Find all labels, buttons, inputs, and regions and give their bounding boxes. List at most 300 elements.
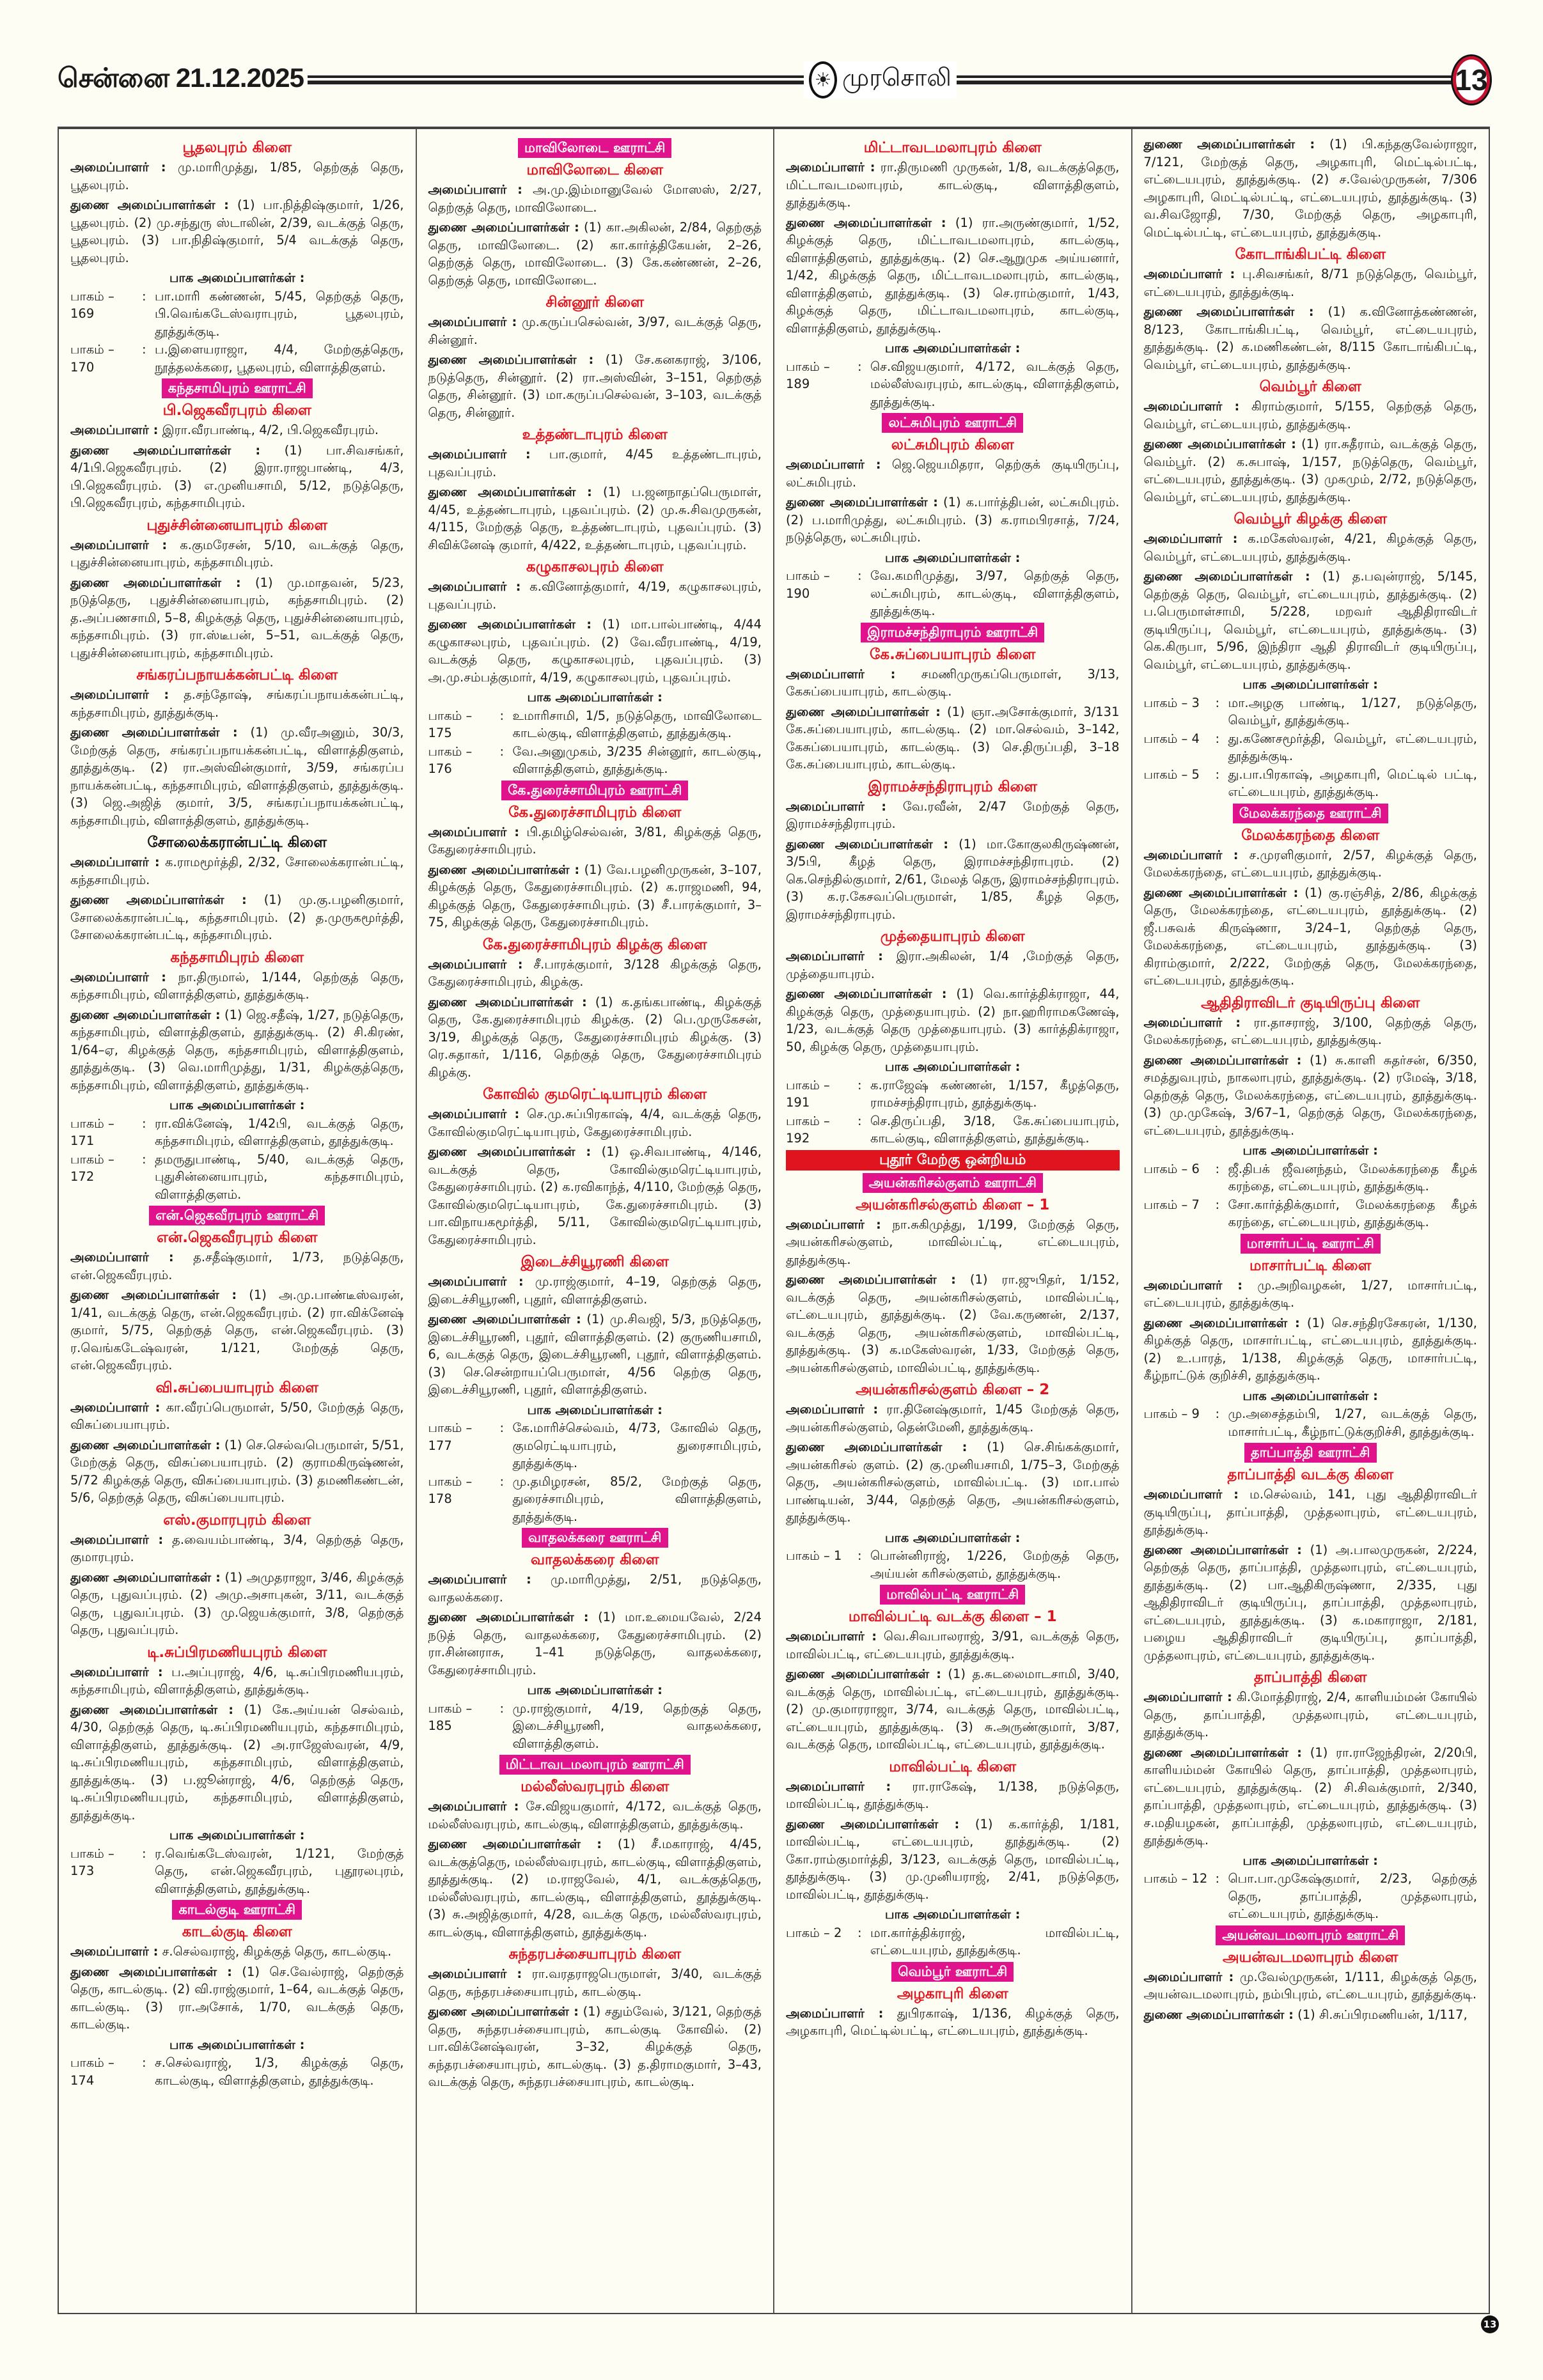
branch-heading: மாவில்பட்டி வடக்கு கிளை – 1	[848, 1608, 1057, 1625]
entry-label: அமைப்பாளர் :	[428, 1966, 522, 1981]
panchayat-banner-label: மாவிலோடை ஊராட்சி	[518, 138, 671, 158]
entry-text: (1) அமுதராஜா, 3/46, கிழக்குத் தெரு, புதுவப்புரம். (2) அமு.அசாபுகன், 3/11, வடக்குத் தெரு, புதுவப்புரம். (3) மு.ஜெயக்குமார், 3/8, தெற்குத் தெரு, புதுவப்புரம்.	[70, 1569, 404, 1637]
booth-no: 178	[428, 1491, 452, 1506]
booth-entry	[70, 1115, 404, 1150]
deputy-organizers-entry	[428, 483, 762, 554]
organizer-entry	[1144, 1486, 1478, 1539]
entry-text: க.ராமமூர்த்தி, 2/32, சோலைக்கரான்பட்டி, கந்தசாமிபுரம்.	[70, 855, 404, 887]
entry-text: (1) செ.சந்திரசேகரன், 1/130, கிழக்குத் தெரு, மாசார்பட்டி, எட்டையபுரம், தூத்துக்குடி. (2) உ.பாரத், 1/138, கிழக்குத் தெரு, மாசார்பட்டி, கீழ்நாட்டுக் குறிச்சி, தூத்துக்குடி.	[1143, 1315, 1477, 1383]
entry-label: அமைப்பாளர் :	[1143, 267, 1235, 281]
booth-label: பாகம் –	[1143, 1406, 1188, 1421]
booth-no: 6	[1191, 1161, 1200, 1176]
entry-text: கிராம்குமார், 5/155, தெற்குத் தெரு, வெம்பூர், எட்டையபுரம், தூத்துக்குடி.	[1143, 399, 1477, 432]
branch-heading: உத்தண்டாபுரம் கிளை	[522, 426, 668, 443]
entry-text: (1) அ.மு.பாண்டீஸ்வரன், 1/41, வடக்குத் தெரு, என்.ஜெகவீரபுரம். (2) ரா.விக்னேஷ் குமார், 5/75, தெற்குத் தெரு, என்.ஜெகவீரபுரம். (3) ர.வெங்கடேஷ்வரன், 1/121, மேற்குத் தெரு, என்.ஜெகவீரபுரம்.	[70, 1287, 404, 1373]
booth-colon: :	[1215, 1197, 1220, 1212]
panchayat-banner-label: மேலக்கரந்தை ஊராட்சி	[1233, 804, 1388, 823]
booth-label: பாகம் –	[428, 1700, 473, 1716]
organizer-entry	[428, 1273, 762, 1308]
booth-no: 12	[1191, 1871, 1208, 1886]
deputy-organizers-entry	[786, 1271, 1120, 1376]
entry-label: துணை அமைப்பாளர்கள் :	[428, 617, 592, 632]
entry-text: (1) மு.கு.பழனிகுமார், சோலைக்கரான்பட்டி, கந்தசாமிபுரம். (2) த.முருகமூர்த்தி, சோலைக்கரான்பட்டி, கந்தசாமிபுரம்.	[70, 892, 404, 942]
organizer-entry	[786, 1628, 1120, 1663]
booth-number	[786, 1112, 858, 1147]
entry-text: மு.வேல்முருகன், 1/111, கிழக்குத் தெரு, அயன்வடமலாபுரம், நம்பிபுரம், எட்டையபுரம், தூத்துக்குடி.	[1143, 1969, 1477, 2002]
deputy-organizers-entry	[786, 494, 1120, 547]
entry-label: துணை அமைப்பாளர்கள் :	[786, 1272, 956, 1287]
organizer-entry	[1144, 530, 1478, 565]
booth-organizer: து.பா.பிரகாஷ், அழகாபுரி, மெட்டில் பட்டி, எட்டையபுரம், தூத்துக்குடி.	[1228, 766, 1477, 799]
entry-label: துணை அமைப்பாளர்கள் :	[786, 1440, 967, 1454]
branch-heading: பூதலபுரம் கிளை	[182, 139, 292, 156]
branch-heading: கழுகாசலபுரம் கிளை	[526, 559, 664, 575]
organizer-entry	[786, 1778, 1120, 1813]
organizer-entry	[70, 1399, 404, 1434]
panchayat-banner-label: கே.துரைச்சாமிபுரம் ஊராட்சி	[501, 781, 688, 800]
booth-entry	[786, 358, 1120, 411]
column-4	[1132, 129, 1489, 2313]
entry-text: வெ.சிவபாலராஜ், 3/91, வடக்குத் தெரு, மாவில்பட்டி, எட்டையபுரம், தூத்துக்குடி.	[786, 1629, 1120, 1661]
booth-number	[70, 288, 142, 341]
booth-organizer: வே.அனுமுகம், 3/235 சின்னூர், காடல்குடி, விளாத்திகுளம், தூத்துக்குடி.	[512, 743, 762, 776]
entry-text: சே.விஜயகுமார், 4/172, வடக்குத் தெரு, மல்லீஸ்வரபுரம், காடல்குடி, விளாத்திகுளம், தூத்துக்குடி.	[428, 1799, 762, 1832]
booth-number	[1144, 1870, 1216, 1923]
organizer-entry	[70, 1248, 404, 1284]
deputy-organizers-entry	[70, 1701, 404, 1824]
booth-no: 169	[70, 306, 95, 321]
booth-label: பாகம் –	[428, 1474, 473, 1489]
deputy-organizers-entry	[428, 616, 762, 686]
booth-entry	[70, 1845, 404, 1898]
booth-organizer: ர.வெங்கடேஸ்வரன், 1/121, மேற்குத் தெரு, என்.ஜெகவீரபுரம், புதூரலபுரம், விளாத்திகுளம், தூத்துக்குடி.	[155, 1846, 404, 1896]
entry-label: அமைப்பாளர் :	[428, 447, 531, 462]
booth-no: 189	[786, 377, 810, 391]
entry-text: ரா.ராகேஷ், 1/138, நடுத்தெரு, மாவில்பட்டி, தூத்துக்குடி.	[786, 1778, 1120, 1811]
entry-text: அ.மு.இம்மானுவேல் மோஸஸ், 2/27, தெற்குத் தெரு, மாவிலோடை.	[428, 182, 762, 215]
booth-colon: :	[499, 1420, 505, 1435]
column-2	[417, 129, 775, 2313]
entry-text: (1) ஒ.சிவபாண்டி, 4/146, வடக்குத் தெரு, கோவில்குமரெட்டியாபுரம், கேதுரைச்சாமிபுரம். (2) க.ரவிகாந்த், 4/110, மேற்குத் தெரு, கோவில்குமரெட்டியாபுரம், கே.துரைச்சாமிபுரம். (3) பா.விநாயகமூர்த்தி, 5/11, கோவில்குமரெட்டியாபுரம், கேதுரைச்சாமிபுரம்.	[428, 1144, 762, 1247]
branch-heading: மிட்டாவடமலாபுரம் கிளை	[863, 139, 1042, 156]
entry-text: க.மகேஸ்வரன், 4/21, கிழக்குத் தெரு, வெம்பூர், எட்டையபுரம், தூத்துக்குடி.	[1143, 531, 1477, 564]
entry-label: அமைப்பாளர் :	[70, 687, 169, 702]
organizer-entry	[1144, 846, 1478, 882]
organizer-entry	[70, 1531, 404, 1566]
organizer-entry	[70, 853, 404, 889]
deputy-organizers-entry	[70, 1963, 404, 2034]
booth-entry	[1144, 1405, 1478, 1440]
booth-no: 191	[786, 1095, 810, 1110]
entry-text: மு.மாரிமுத்து, 1/85, தெற்குத் தெரு, பூதலபுரம்.	[70, 160, 404, 192]
booth-entry	[786, 567, 1120, 620]
entry-text: (1) க.கார்த்தி, 1/181, மாவில்பட்டி, எட்டையபுரம், தூத்துக்குடி. (2) கோ.ராம்குமார்த்தி, 3/123, வடக்குத் தெரு, மாவில்பட்டி, தூத்துக்குடி. (3) மு.முனியராஜ், 2/41, நடுத்தெரு, மாவில்பட்டி, தூத்துக்குடி.	[786, 1816, 1120, 1902]
organizer-entry	[428, 446, 762, 481]
panchayat-banner	[70, 1900, 404, 1920]
booth-no: 170	[70, 359, 95, 375]
booth-no: 185	[428, 1718, 452, 1733]
booth-colon: :	[858, 1077, 862, 1093]
booth-entry	[786, 1077, 1120, 1112]
deputy-organizers-entry	[1144, 884, 1478, 990]
organizer-entry	[70, 421, 404, 439]
branch-heading: முத்தையாபுரம் கிளை	[880, 928, 1025, 945]
booth-no: 174	[70, 2073, 95, 2088]
organizer-entry	[786, 2005, 1120, 2040]
booth-no: 7	[1191, 1197, 1200, 1212]
entry-text: துபிரகாஷ், 1/136, கிழக்குத் தெரு, அழகாபுரி, மெட்டில்பட்டி, எட்டையபுரம், தூத்துக்குடி.	[786, 2005, 1120, 2038]
booth-organizers-subheading: பாக அமைப்பாளர்கள் :	[885, 341, 1021, 355]
panchayat-banner	[1144, 1234, 1478, 1254]
entry-label: துணை அமைப்பாளர்கள் :	[70, 442, 261, 458]
booth-organizers-subheading: பாக அமைப்பாளர்கள் :	[527, 1402, 662, 1417]
organizer-entry	[70, 968, 404, 1004]
entry-label: அமைப்பாளர் :	[786, 160, 875, 175]
entry-text: (1) பா.சிவசங்கர், 4/1பி.ஜெகவீரபுரம். (2) இரா.ராஜபாண்டி, 4/3, பி.ஜெகவீரபுரம். (3) எ.முனியசாமி, 5/12, நடுத்தெரு, பி.ஜெகவீரபுரம், கந்தசாமிபுரம்.	[70, 442, 404, 510]
booth-label: பாகம் –	[70, 342, 114, 357]
entry-label: துணை அமைப்பாளர்கள் :	[1143, 1745, 1302, 1760]
entry-label: துணை அமைப்பாளர்கள் :	[428, 1837, 602, 1851]
booth-organizer: ப.இளையராஜா, 4/4, மேற்குத்தெரு, நூத்தலக்கரை, பூதலபுரம், விளாத்திகுளம்.	[155, 342, 404, 375]
entry-label: அமைப்பாளர் :	[428, 315, 517, 329]
booth-entry	[1144, 1196, 1478, 1231]
booth-number	[786, 1547, 858, 1582]
entry-text: (1) மா.உமையவேல், 2/24 நடுத் தெரு, வாதலக்கரை, கேதுரைச்சாமிபுரம். (2) ரா.சின்னராசு, 1–41 நடுத்தெரு, வாதலக்கரை, கேதுரைச்சாமிபுரம்.	[428, 1610, 762, 1677]
branch-heading: சுந்தரபச்சையாபுரம் கிளை	[508, 1946, 682, 1963]
entry-label: அமைப்பாளர் :	[1143, 1690, 1232, 1704]
booth-organizer: பொ.பா.முகேஷ்குமார், 2/23, தெற்குத் தெரு, தாப்பாத்தி, முத்தலாபுரம், எட்டையபுரம், தூத்துக்குடி.	[1228, 1871, 1477, 1921]
entry-text: (1) சு.காளி சுதர்சன், 6/350, சமத்துவபுரம், நாகலாபுரம், தூத்துக்குடி. (2) ரமேஷ், 3/18, தெற்குத் தெரு, மேலக்கரந்தை, எட்டையபுரம், தூத்துக்குடி. (3) மு.முகேஷ், 3/67–1, தெற்குத் தெரு, மேலக்கரந்தை, எட்டையபுரம், தூத்துக்குடி.	[1143, 1052, 1477, 1138]
entry-text: (1) சே.கனகராஜ், 3/106, நடுத்தெரு, சின்னூர். (2) ரா.அஸ்வின், 3–151, தெற்குத் தெரு, சின்னூர். (3) மா.கருப்பசெல்வன், 3–103, வடக்குத் தெரு, சின்னூர்.	[428, 352, 762, 420]
deputy-organizers-entry	[428, 219, 762, 289]
entry-text: நா.சுகிமுத்து, 1/199, மேற்குத் தெரு, அயன்கரிசல்குளம், மாவில்பட்டி, எட்டையபுரம், தூத்துக்குடி.	[786, 1217, 1120, 1267]
deputy-organizers-entry	[428, 1311, 762, 1399]
booth-number	[786, 1077, 858, 1112]
booth-label: பாகம் –	[1143, 1197, 1188, 1212]
deputy-organizers-entry	[1144, 435, 1478, 506]
entry-label: அமைப்பாளர் :	[1143, 1487, 1239, 1502]
deputy-organizers-entry	[786, 1438, 1120, 1527]
entry-label: அமைப்பாளர் :	[786, 949, 883, 963]
organizer-entry	[428, 823, 762, 859]
organizer-entry	[428, 1798, 762, 1833]
entry-label: துணை அமைப்பாளர்கள் :	[1143, 569, 1310, 584]
panchayat-banner	[428, 781, 762, 800]
entry-label: துணை அமைப்பாளர்கள் :	[428, 1144, 591, 1159]
entry-label: அமைப்பாளர் :	[1143, 399, 1240, 414]
branch-heading: சோலைக்கரான்பட்டி கிளை	[147, 834, 327, 851]
booth-number	[428, 743, 500, 778]
deputy-organizers-entry	[1144, 136, 1478, 241]
panchayat-banner	[1144, 1925, 1478, 1945]
entry-text: ரா.வரதராஜபெருமாள், 3/40, வடக்குத் தெரு, சுந்தரபச்சையாபுரம், காடல்குடி.	[428, 1966, 762, 1999]
entry-label: அமைப்பாளர் :	[786, 1629, 877, 1644]
organizer-entry	[428, 313, 762, 348]
entry-label: அமைப்பாளர் :	[70, 1399, 161, 1415]
booth-no: 4	[1191, 731, 1200, 746]
entry-label: அமைப்பாளர் :	[70, 855, 160, 869]
entry-text: (1) கே.அய்யன் செல்வம், 4/30, தெற்குத் தெரு, டி.சுப்பிரமணியபுரம், கந்தசாமிபுரம், விளாத்திகுளம், தூத்துக்குடி. (2) அ.ராஜேஸ்வரன், 4/9, டி.சுப்பிரமணியபுரம், கந்தசாமிபுரம், விளாத்திகுளம், தூத்துக்குடி. (3) ப.ஜூன்ராஜ், 4/6, தெற்குத் தெரு, டி.சுப்பிரமணியபுரம், கந்தசாமிபுரம், விளாத்திகுளம், தூத்துக்குடி.	[70, 1702, 404, 1823]
branch-heading: டி.சுப்பிரமணியபுரம் கிளை	[147, 1644, 327, 1661]
entry-label: அமைப்பாளர் :	[428, 1107, 520, 1121]
entry-text: இரா.அகிலன், 1/4 ,மேற்குத் தெரு, முத்தையாபுரம்.	[786, 949, 1120, 981]
organizer-entry	[786, 159, 1120, 212]
entry-text: மு.கருப்பசெல்வன், 3/97, வடக்குத் தெரு, சின்னூர்.	[428, 315, 762, 347]
organizer-entry	[786, 947, 1120, 983]
entry-label: துணை அமைப்பாளர்கள் :	[786, 836, 949, 852]
branch-heading: வி.சுப்பையாபுரம் கிளை	[155, 1379, 319, 1396]
entry-text: இரா.வீரபாண்டி, 4/2, பி.ஜெகவீரபுரம்.	[162, 423, 379, 437]
booth-label: பாகம் –	[1143, 766, 1188, 782]
branch-heading: இராமச்சந்திராபுரம் கிளை	[868, 778, 1038, 795]
booth-organizers-subheading: பாக அமைப்பாளர்கள் :	[169, 1828, 305, 1842]
branch-heading: பி.ஜெகவீரபுரம் கிளை	[162, 402, 311, 419]
branch-heading: கோவில் குமரெட்டியாபுரம் கிளை	[483, 1086, 707, 1103]
entry-label: துணை அமைப்பாளர்கள் :	[428, 862, 580, 877]
booth-no: 175	[428, 726, 452, 740]
booth-label: பாகம் –	[428, 743, 473, 759]
panchayat-banner-label: மாவில்பட்டி ஊராட்சி	[880, 1585, 1025, 1605]
branch-heading: அயன்வடமலாபுரம் கிளை	[1223, 1948, 1398, 1966]
branch-heading: புதுச்சின்னையாபுரம் கிளை	[146, 517, 328, 534]
booth-organizer: மா.கார்த்திக்ராஜ், மாவில்பட்டி, எட்டையபுரம், தூத்துக்குடி.	[870, 1925, 1120, 1957]
deputy-organizers-entry	[1144, 1541, 1478, 1665]
entry-label: அமைப்பாளர் :	[786, 798, 887, 814]
entry-label: துணை அமைப்பாளர்கள் :	[428, 1610, 589, 1624]
entry-text: (1) செ.வேல்ராஜ், தெற்குத் தெரு, காடல்குடி. (2) வி.ராஜ்குமார், 1–64, வடக்குத் தெரு, காடல்குடி. (3) ரா.அசோக், 1/70, வடக்குத் தெரு, காடல்குடி.	[70, 1964, 404, 2032]
entry-text: வே.ரவீன், 2/47 மேற்குத் தெரு, இராமச்சந்திராபுரம்.	[786, 798, 1120, 831]
entry-text: (1) ரா.ஜுபிதர், 1/152, வடக்குத் தெரு, அயன்கரிசல்குளம், மாவில்பட்டி, எட்டையபுரம், தூத்துக்குடி. (2) வே.கருணன், 2/137, வடக்குத் தெரு, அயன்கரிசல்குளம், மாவில்பட்டி, தூத்துக்குடி. (3) க.மகேஸ்வரன், 1/33, மேற்குத் தெரு, அயன்கரிசல்குளம், மாவில்பட்டி, தூத்துக்குடி.	[786, 1272, 1120, 1375]
entry-label: அமைப்பாளர் :	[1143, 1277, 1243, 1293]
booth-colon: :	[858, 1548, 862, 1563]
organizer-entry	[786, 665, 1120, 701]
branch-heading: வெம்பூர் கிழக்கு கிளை	[1234, 511, 1388, 527]
entry-label: அமைப்பாளர் :	[428, 1274, 524, 1289]
entry-text: கி.மோத்திராஜ், 2/4, காளியம்மன் கோயில் தெரு, தாப்பாத்தி, முத்தலாபுரம், எட்டையபுரம், தூத்துக்குடி.	[1143, 1690, 1477, 1739]
booth-label: பாகம் –	[70, 2055, 114, 2070]
entry-label: துணை அமைப்பாளர்கள் :	[1143, 2007, 1294, 2022]
booth-no: 176	[428, 761, 452, 776]
branch-heading: கே.துரைச்சாமிபுரம் கிளை	[508, 804, 682, 821]
entry-text: த.சந்தோஷ், சங்கரப்பநாயக்கன்பட்டி, கந்தசாமிபுரம், தூத்துக்குடி.	[70, 687, 404, 720]
branch-heading: சங்கரப்பநாயக்கன்பட்டி கிளை	[136, 667, 338, 683]
panchayat-banner-label: லட்சுமிபுரம் ஊராட்சி	[882, 413, 1023, 433]
entry-text: (1) க.தங்கபாண்டி, கிழக்குத் தெரு, கே.துரைச்சாமிபுரம் கிழக்கு. (2) பெ.முருகேசன், 3/19, கிழக்குத் தெரு, கேதுரைச்சாமிபுரம் கிழக்கு. (3) ரெ.சுதாகர், 1/116, தெற்குத் தெரு, கேதுரைச்சாமிபுரம் கிழக்கு.	[428, 994, 762, 1080]
entry-text: கா.வீரப்பெருமாள், 5/50, மேற்குத் தெரு, விசுப்பையாபுரம்.	[70, 1399, 404, 1432]
entry-label: அமைப்பாளர் :	[428, 579, 521, 594]
paper-name: முரசொலி	[842, 65, 952, 91]
deputy-organizers-entry	[786, 214, 1120, 338]
rising-sun-emblem-icon: ☀	[809, 61, 837, 98]
entry-label: துணை அமைப்பாளர்கள் :	[1143, 885, 1299, 900]
booth-colon: :	[499, 1700, 505, 1716]
panchayat-banner-label: மாசார்பட்டி ஊராட்சி	[1241, 1234, 1381, 1254]
branch-heading: சின்னூர் கிளை	[545, 294, 644, 311]
entry-label: துணை அமைப்பாளர்கள் :	[428, 994, 587, 1009]
booth-organizers-subheading: பாக அமைப்பாளர்கள் :	[527, 1683, 662, 1697]
footer-page-number: 13	[1481, 2315, 1499, 2333]
booth-number	[70, 1151, 142, 1204]
entry-text: பி.தமிழ்செல்வன், 3/81, கிழக்குத் தெரு, கேதுரைச்சாமிபுரம்.	[428, 824, 762, 857]
booth-entry	[428, 707, 762, 742]
booth-number	[70, 1845, 142, 1898]
entry-text: ச.செல்வராஜ், கிழக்குத் தெரு, காடல்குடி.	[162, 1944, 392, 1959]
union-banner: புதூர் மேற்கு ஒன்றியம்	[786, 1150, 1120, 1171]
panchayat-banner-label: வெம்பூர் ஊராட்சி	[891, 1962, 1014, 1982]
panchayat-banner	[786, 1962, 1120, 1982]
booth-number	[786, 358, 858, 411]
entry-label: அமைப்பாளர் :	[428, 182, 522, 197]
branch-heading: காடல்குடி கிளை	[182, 1924, 292, 1940]
booth-no: 2	[834, 1925, 842, 1940]
edition-date: சென்னை 21.12.2025	[58, 63, 304, 93]
organizer-entry	[786, 798, 1120, 833]
booth-number	[70, 1115, 142, 1150]
deputy-organizers-entry	[786, 1665, 1120, 1754]
entry-label: அமைப்பாளர் :	[70, 1944, 159, 1959]
paper-logo	[804, 61, 957, 98]
organizer-entry	[70, 536, 404, 572]
booth-organizer: க.ராஜேஷ் கண்ணன், 1/157, கீழத்தெரு, ராமச்சந்திராபுரம், தூத்துக்குடி.	[870, 1077, 1120, 1110]
booth-label: பாகம் –	[786, 1925, 830, 1940]
entry-label: துணை அமைப்பாளர்கள் :	[1143, 1542, 1302, 1557]
booth-label: பாகம் –	[70, 288, 114, 304]
entry-text: ச.முரளிகுமார், 2/57, கிழக்குத் தெரு, மேலக்கரந்தை, எட்டையபுரம், தூத்துக்குடி.	[1143, 847, 1477, 880]
entry-label: அமைப்பாளர் :	[428, 824, 520, 839]
panchayat-banner-label: இராமச்சந்திராபுரம் ஊராட்சி	[861, 623, 1044, 642]
entry-label: அமைப்பாளர் :	[70, 160, 166, 175]
booth-no: 173	[70, 1863, 95, 1878]
entry-label: துணை அமைப்பாளர்கள் :	[428, 2004, 579, 2019]
panchayat-banner	[428, 1755, 762, 1775]
booth-entry	[428, 1700, 762, 1753]
deputy-organizers-entry	[70, 1006, 404, 1094]
branch-heading: வாதலக்கரை கிளை	[530, 1552, 659, 1568]
branch-heading: தாப்பாத்தி வடக்கு கிளை	[1227, 1466, 1394, 1483]
masthead-rule	[308, 75, 804, 84]
panchayat-banner	[70, 1206, 404, 1225]
entry-label: அமைப்பாளர் :	[1143, 847, 1239, 862]
entry-text: (1) ரா.அருண்குமார், 1/52, கிழக்குத் தெரு, மிட்டாவடமலாபுரம், காடல்குடி, விளாத்திகுளம், தூத்துக்குடி. (2) செ.ஆறுமுக அய்யனார், 1/42, கிழக்குத் தெரு, மிட்டாவடமலாபுரம், காடல்குடி, விளாத்திகுளம், தூத்துக்குடி. (3) செ.ராம்குமார், 1/43, கிழக்குத் தெரு, மிட்டாவடமலாபுரம், காடல்குடி, விளாத்திகுளம், தூத்துக்குடி.	[786, 215, 1120, 336]
booth-label: பாகம் –	[786, 1077, 830, 1093]
column-1	[59, 129, 417, 2313]
entry-text: மு.மாரிமுத்து, 2/51, நடுத்தெரு, வாதலக்கரை.	[428, 1572, 762, 1605]
booth-number	[428, 707, 500, 742]
entry-text: க.குமரேசன், 5/10, வடக்குத் தெரு, புதுச்சின்னையாபுரம், கந்தசாமிபுரம்.	[70, 537, 404, 570]
deputy-organizers-entry	[1144, 303, 1478, 373]
entry-text: (1) மா.பால்பாண்டி, 4/44 கழுகாசலபுரம், புதவப்புரம். (2) வே.வீரபாண்டி, 4/19, வடக்குத் தெரு, கழுகாசலபுரம், புதவப்புரம். (3) அ.மு.சம்பத்குமார், 4/19, கழுகாசலபுரம், புதவப்புரம்.	[428, 617, 762, 685]
entry-text: ம.செல்வம், 141, புது ஆதிதிராவிடர் குடியிருப்பு, தாப்பாத்தி, முத்தலாபுரம், எட்டையபுரம், தூத்துக்குடி.	[1143, 1487, 1477, 1537]
panchayat-banner-label: அயன்கரிசல்குளம் ஊராட்சி	[863, 1173, 1043, 1193]
entry-label: துணை அமைப்பாளர்கள் :	[70, 1569, 221, 1585]
entry-text: (1) ஜெ.சதீஷ், 1/27, நடுத்தெரு, கந்தசாமிபுரம், விளாத்திகுளம், தூத்துக்குடி. (2) சி.கிரண், 1/64–ஏ, கிழக்குத் தெரு, கந்தசாமிபுரம், விளாத்திகுளம், தூத்துக்குடி. (3) வெ.மாரிமுத்து, 1/31, கிழக்குத்தெரு, கந்தசாமிபுரம், விளாத்திகுளம், தூத்துக்குடி.	[70, 1007, 404, 1093]
booth-entry	[786, 1547, 1120, 1582]
booth-organizer: பா.மாரி கண்ணன், 5/45, தெற்குத் தெரு, பி.வெங்கடேஸ்வராபுரம், பூதலபுரம், தூத்துக்குடி.	[155, 288, 404, 339]
entry-label: அமைப்பாளர் :	[786, 1778, 891, 1794]
branch-heading: கே.துரைச்சாமிபுரம் கிழக்கு கிளை	[482, 936, 707, 953]
booth-number	[70, 2054, 142, 2089]
booth-colon: :	[142, 2055, 146, 2070]
booth-label: பாகம் –	[786, 359, 830, 374]
entry-text: (1) பி.கந்தகுவேல்ராஜா, 7/121, மேற்குத் தெரு, அழகாபுரி, மெட்டில்பட்டி, எட்டையபுரம், தூத்துக்குடி. (2) ச.வேல்முருகன், 7/306 அழகாபுரி, மெட்டில்பட்டி, எட்டையபுரம், தூத்துக்குடி. (3) வ.சிவஜோதி, 7/30, மேற்குத் தெரு, அழகாபுரி, மெட்டில்பட்டி, எட்டையபுரம், தூத்துக்குடி.	[1143, 137, 1477, 240]
booth-organizers-subheading: பாக அமைப்பாளர்கள் :	[1242, 677, 1378, 692]
booth-colon: :	[1215, 1871, 1220, 1886]
booth-no: 3	[1191, 695, 1200, 710]
booth-number	[786, 567, 858, 620]
panchayat-banner-label: அயன்வடமலாபுரம் ஊராட்சி	[1216, 1925, 1405, 1945]
booth-entry	[1144, 1870, 1478, 1923]
panchayat-banner-label: தாப்பாத்தி ஊராட்சி	[1244, 1443, 1377, 1463]
entry-label: துணை அமைப்பாளர்கள் :	[428, 1312, 581, 1326]
entry-text: (1) செ.செல்வபெருமாள், 5/51, மேற்குத் தெரு, விசுப்பையாபுரம். (2) குராமகிருஷ்ணன், 5/72 கிழக்குத் தெரு, விசுப்பையாபுரம். (3) தமணிகண்டன், 5/6, தெற்குத் தெரு, விசுப்பையாபுரம்.	[70, 1437, 404, 1505]
booth-organizer: செ.விஜயகுமார், 4/172, வடக்குத் தெரு, மல்லீஸ்வரபுரம், காடல்குடி, விளாத்திகுளம், தூத்துக்குடி.	[870, 359, 1120, 409]
booth-entry	[1144, 766, 1478, 801]
branch-heading: கோடாங்கிபட்டி கிளை	[1235, 246, 1386, 263]
entry-label: துணை அமைப்பாளர்கள் :	[428, 352, 594, 367]
booth-number	[428, 1700, 500, 1753]
booth-entry	[1144, 730, 1478, 765]
organizer-entry	[1144, 1688, 1478, 1741]
booth-number	[1144, 730, 1216, 765]
entry-label: அமைப்பாளர் :	[1143, 1015, 1241, 1030]
booth-label: பாகம் –	[786, 1548, 830, 1563]
entry-label: அமைப்பாளர் :	[70, 537, 168, 552]
booth-organizers-subheading: பாக அமைப்பாளர்கள் :	[527, 690, 662, 704]
entry-label: அமைப்பாளர் :	[428, 956, 523, 972]
entry-text: த.சதீஷ்குமார், 1/73, நடுத்தெரு, என்.ஜெகவீரபுரம்.	[70, 1250, 404, 1282]
booth-colon: :	[858, 1925, 862, 1940]
booth-label: பாகம் –	[70, 1116, 114, 1131]
booth-no: 190	[786, 586, 810, 601]
booth-colon: :	[1215, 695, 1220, 710]
booth-organizer: மா.அழகு பாண்டி, 1/127, நடுத்தெரு, வெம்பூர், தூத்துக்குடி.	[1228, 695, 1477, 727]
entry-text: மு.ராஜ்குமார், 4–19, தெற்குத் தெரு, இடைச்சியூரணி, புதூர், விளாத்திகுளம்.	[428, 1274, 762, 1307]
entry-label: துணை அமைப்பாளர்கள் :	[786, 1667, 941, 1681]
deputy-organizers-entry	[786, 703, 1120, 774]
entry-label: அமைப்பாளர் :	[70, 1250, 174, 1264]
booth-label: பாகம் –	[70, 1151, 114, 1167]
booth-entry	[428, 1419, 762, 1472]
booth-organizer: ஜீ.திபக் ஜீவனந்தம், மேலக்கரந்தை கீழக் கரந்தை, எட்டையபுரம், தூத்துக்குடி.	[1228, 1161, 1477, 1194]
booth-no: 192	[786, 1131, 810, 1146]
booth-no: 5	[1191, 766, 1200, 782]
branch-heading: மாவில்பட்டி கிளை	[889, 1758, 1017, 1775]
booth-organizers-subheading: பாக அமைப்பாளர்கள் :	[169, 1098, 305, 1112]
entry-text: (1) ரா.ராஜேந்திரன், 2/20பி, காளியம்மன் கோயில் தெரு, தாப்பாத்தி, முத்தலாபுரம், எட்டையபுரம், தூத்துக்குடி. (2) சி.சிவக்குமார், 2/340, தாப்பாத்தி, முத்தலாபுரம், எட்டையபுரம், தூத்துக்குடி. (3) ச.மதியழகன், தாப்பாத்தி, முத்தலாபுரம், எட்டையபுரம், தூத்துக்குடி.	[1143, 1745, 1478, 1847]
booth-colon: :	[499, 743, 505, 759]
booth-entry	[1144, 1160, 1478, 1195]
entry-label: அமைப்பாளர் :	[70, 1532, 164, 1547]
booth-label: பாகம் –	[786, 1113, 830, 1128]
branch-heading: ஆதிதிராவிடர் குடியிருப்பு கிளை	[1201, 994, 1420, 1011]
booth-number	[1144, 694, 1216, 729]
organizer-entry	[428, 956, 762, 991]
branch-heading: லட்சுமிபுரம் கிளை	[891, 437, 1014, 453]
entry-text: (1) ப.ஜனநாதப்பெருமாள், 4/45, உத்தண்டாபுரம், புதவப்புரம். (2) மு.சு.சிவமுருகன், 4/115, மேற்குத் தெரு, உத்தண்டாபுரம், புதவப்புரம். (3) சிவிக்னேஷ் குமார், 4/422, உத்தண்டாபுரம், புதவப்புரம்.	[428, 485, 762, 552]
panchayat-banner	[786, 413, 1120, 433]
entry-label: அமைப்பாளர் :	[428, 1799, 519, 1814]
deputy-organizers-entry	[428, 1608, 762, 1679]
booth-colon: :	[142, 1151, 146, 1167]
booth-colon: :	[1215, 1161, 1220, 1176]
branch-heading: என்.ஜெகவீரபுரம் கிளை	[156, 1229, 318, 1246]
booth-colon: :	[1215, 766, 1220, 782]
panchayat-banner	[428, 1528, 762, 1548]
deputy-organizers-entry	[428, 993, 762, 1082]
booth-number	[1144, 1160, 1216, 1195]
organizer-entry	[786, 1401, 1120, 1436]
deputy-organizers-entry	[70, 1436, 404, 1507]
